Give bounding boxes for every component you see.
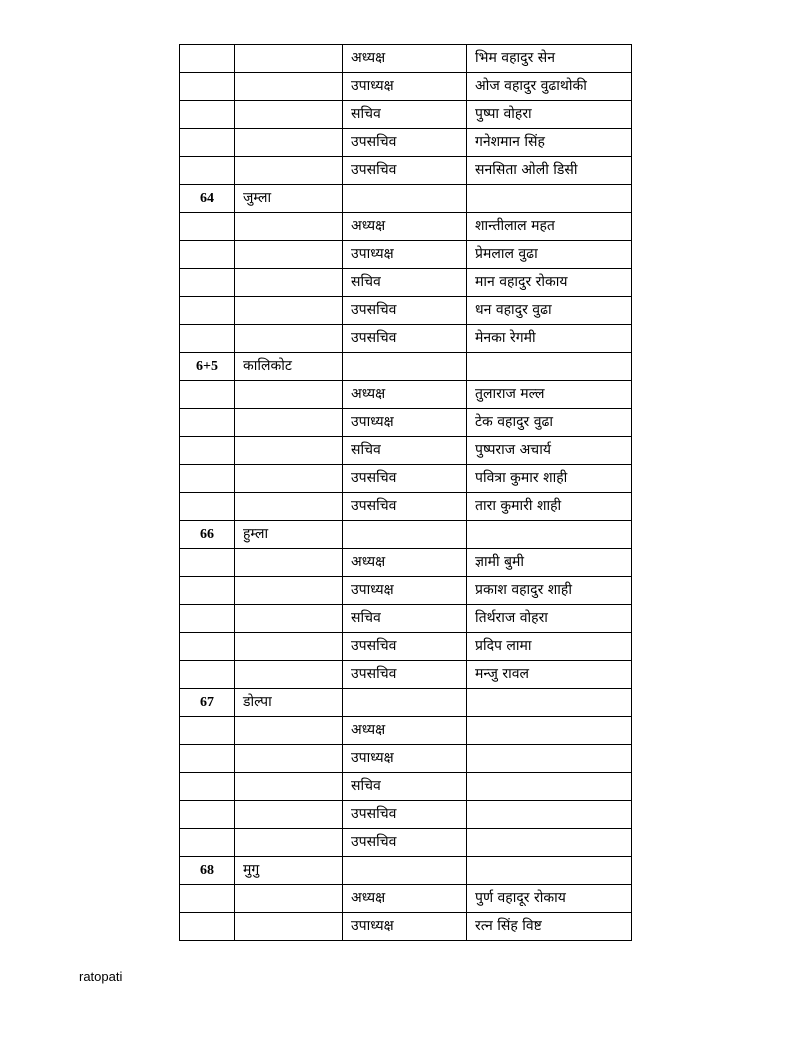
district-name-cell: डोल्पा xyxy=(235,689,343,717)
district-name-cell xyxy=(235,213,343,241)
position-cell: उपसचिव xyxy=(343,157,467,185)
district-name-cell xyxy=(235,297,343,325)
district-name-cell xyxy=(235,577,343,605)
member-name-cell xyxy=(467,717,632,745)
member-name-cell: शान्तीलाल महत xyxy=(467,213,632,241)
member-name-cell: मेनका रेगमी xyxy=(467,325,632,353)
table-row xyxy=(180,857,632,885)
position-cell: अध्यक्ष xyxy=(343,45,467,73)
table-row xyxy=(180,465,632,493)
table-row xyxy=(180,661,632,689)
position-cell xyxy=(343,353,467,381)
district-number-cell xyxy=(180,269,235,297)
member-name-cell: प्रकाश वहादुर शाही xyxy=(467,577,632,605)
position-cell xyxy=(343,857,467,885)
member-name-cell xyxy=(467,745,632,773)
member-name-cell: टेक वहादुर वुढा xyxy=(467,409,632,437)
district-name-cell xyxy=(235,801,343,829)
position-cell: उपसचिव xyxy=(343,633,467,661)
table-row xyxy=(180,241,632,269)
district-name-cell: कालिकोट xyxy=(235,353,343,381)
member-name-cell: पुष्पराज अचार्य xyxy=(467,437,632,465)
district-number-cell xyxy=(180,73,235,101)
member-name-cell: भिम वहादुर सेन xyxy=(467,45,632,73)
district-number-cell xyxy=(180,465,235,493)
position-cell xyxy=(343,521,467,549)
district-number-cell xyxy=(180,801,235,829)
district-number-cell: 64 xyxy=(180,185,235,213)
member-name-cell: पुष्पा वोहरा xyxy=(467,101,632,129)
member-name-cell xyxy=(467,521,632,549)
district-number-cell: 6+5 xyxy=(180,353,235,381)
position-cell: उपसचिव xyxy=(343,325,467,353)
table-row xyxy=(180,633,632,661)
member-name-cell: ओज वहादुर वुढाथोकी xyxy=(467,73,632,101)
district-name-cell: हुम्ला xyxy=(235,521,343,549)
district-number-cell xyxy=(180,913,235,941)
district-number-cell xyxy=(180,829,235,857)
table-row xyxy=(180,157,632,185)
district-name-cell xyxy=(235,549,343,577)
district-name-cell xyxy=(235,773,343,801)
district-name-cell xyxy=(235,661,343,689)
table-row xyxy=(180,493,632,521)
member-name-cell: मन्जु रावल xyxy=(467,661,632,689)
district-name-cell xyxy=(235,465,343,493)
member-name-cell: तारा कुमारी शाही xyxy=(467,493,632,521)
member-name-cell: धन वहादुर वुढा xyxy=(467,297,632,325)
table-row xyxy=(180,353,632,381)
position-cell: अध्यक्ष xyxy=(343,885,467,913)
district-name-cell xyxy=(235,381,343,409)
district-name-cell xyxy=(235,829,343,857)
district-name-cell xyxy=(235,633,343,661)
district-name-cell xyxy=(235,717,343,745)
table-row xyxy=(180,185,632,213)
position-cell: उपाध्यक्ष xyxy=(343,577,467,605)
member-name-cell xyxy=(467,801,632,829)
table-row xyxy=(180,297,632,325)
member-name-cell: रत्न सिंह विष्ट xyxy=(467,913,632,941)
district-number-cell xyxy=(180,241,235,269)
table-row xyxy=(180,829,632,857)
table-row xyxy=(180,213,632,241)
table-row xyxy=(180,717,632,745)
table-row xyxy=(180,409,632,437)
position-cell: उपसचिव xyxy=(343,297,467,325)
position-cell: उपसचिव xyxy=(343,465,467,493)
member-name-cell: मान वहादुर रोकाय xyxy=(467,269,632,297)
district-name-cell xyxy=(235,45,343,73)
district-number-cell xyxy=(180,605,235,633)
table-row xyxy=(180,325,632,353)
position-cell: उपाध्यक्ष xyxy=(343,73,467,101)
district-number-cell xyxy=(180,493,235,521)
table-row xyxy=(180,773,632,801)
position-cell: उपाध्यक्ष xyxy=(343,913,467,941)
table-row xyxy=(180,801,632,829)
table-row xyxy=(180,885,632,913)
district-number-cell xyxy=(180,549,235,577)
position-cell: उपाध्यक्ष xyxy=(343,241,467,269)
position-cell: उपाध्यक्ष xyxy=(343,745,467,773)
district-number-cell xyxy=(180,661,235,689)
member-name-cell xyxy=(467,857,632,885)
member-name-cell: तिर्थराज वोहरा xyxy=(467,605,632,633)
table-row xyxy=(180,549,632,577)
district-number-cell xyxy=(180,437,235,465)
district-number-cell xyxy=(180,325,235,353)
district-number-cell xyxy=(180,577,235,605)
district-name-cell: मुगु xyxy=(235,857,343,885)
position-cell: सचिव xyxy=(343,605,467,633)
district-name-cell xyxy=(235,73,343,101)
district-name-cell xyxy=(235,325,343,353)
table-row xyxy=(180,913,632,941)
district-number-cell xyxy=(180,101,235,129)
table-row xyxy=(180,269,632,297)
footer-source: ratopati xyxy=(79,969,123,984)
position-cell: अध्यक्ष xyxy=(343,213,467,241)
district-name-cell xyxy=(235,269,343,297)
member-name-cell: तुलाराज मल्ल xyxy=(467,381,632,409)
district-name-cell xyxy=(235,605,343,633)
table-row xyxy=(180,689,632,717)
district-number-cell: 66 xyxy=(180,521,235,549)
district-number-cell xyxy=(180,129,235,157)
district-number-cell xyxy=(180,885,235,913)
member-name-cell xyxy=(467,773,632,801)
member-name-cell: पुर्ण वहादूर रोकाय xyxy=(467,885,632,913)
position-cell: उपसचिव xyxy=(343,129,467,157)
position-cell: सचिव xyxy=(343,437,467,465)
table-row xyxy=(180,101,632,129)
district-name-cell xyxy=(235,129,343,157)
table-row xyxy=(180,73,632,101)
district-name-cell xyxy=(235,409,343,437)
district-name-cell xyxy=(235,913,343,941)
district-number-cell xyxy=(180,157,235,185)
district-number-cell xyxy=(180,409,235,437)
member-name-cell: ज्ञामी बुमी xyxy=(467,549,632,577)
position-cell: अध्यक्ष xyxy=(343,381,467,409)
position-cell: उपसचिव xyxy=(343,661,467,689)
district-name-cell xyxy=(235,493,343,521)
district-name-cell xyxy=(235,745,343,773)
district-number-cell xyxy=(180,717,235,745)
position-cell: उपाध्यक्ष xyxy=(343,409,467,437)
district-name-cell xyxy=(235,241,343,269)
member-name-cell: सनसिता ओली डिसी xyxy=(467,157,632,185)
district-number-cell xyxy=(180,381,235,409)
district-number-cell xyxy=(180,213,235,241)
district-number-cell xyxy=(180,773,235,801)
position-cell: उपसचिव xyxy=(343,801,467,829)
district-number-cell: 68 xyxy=(180,857,235,885)
table-row xyxy=(180,129,632,157)
committee-table-body xyxy=(180,45,632,941)
position-cell: अध्यक्ष xyxy=(343,717,467,745)
committee-table xyxy=(179,44,632,941)
position-cell: अध्यक्ष xyxy=(343,549,467,577)
table-row xyxy=(180,45,632,73)
member-name-cell: प्रदिप लामा xyxy=(467,633,632,661)
table-row xyxy=(180,745,632,773)
table-row xyxy=(180,605,632,633)
position-cell: उपसचिव xyxy=(343,493,467,521)
member-name-cell xyxy=(467,353,632,381)
district-number-cell xyxy=(180,633,235,661)
district-name-cell xyxy=(235,157,343,185)
position-cell: सचिव xyxy=(343,773,467,801)
member-name-cell: पवित्रा कुमार शाही xyxy=(467,465,632,493)
district-number-cell xyxy=(180,745,235,773)
member-name-cell xyxy=(467,185,632,213)
position-cell: सचिव xyxy=(343,269,467,297)
position-cell xyxy=(343,185,467,213)
table-row xyxy=(180,437,632,465)
district-number-cell xyxy=(180,297,235,325)
table-row xyxy=(180,577,632,605)
member-name-cell xyxy=(467,829,632,857)
position-cell xyxy=(343,689,467,717)
member-name-cell xyxy=(467,689,632,717)
table-row xyxy=(180,381,632,409)
district-name-cell xyxy=(235,885,343,913)
position-cell: उपसचिव xyxy=(343,829,467,857)
district-number-cell: 67 xyxy=(180,689,235,717)
position-cell: सचिव xyxy=(343,101,467,129)
district-name-cell xyxy=(235,437,343,465)
table-row xyxy=(180,521,632,549)
member-name-cell: गनेशमान सिंह xyxy=(467,129,632,157)
district-name-cell: जुम्ला xyxy=(235,185,343,213)
member-name-cell: प्रेमलाल वुढा xyxy=(467,241,632,269)
district-name-cell xyxy=(235,101,343,129)
district-number-cell xyxy=(180,45,235,73)
